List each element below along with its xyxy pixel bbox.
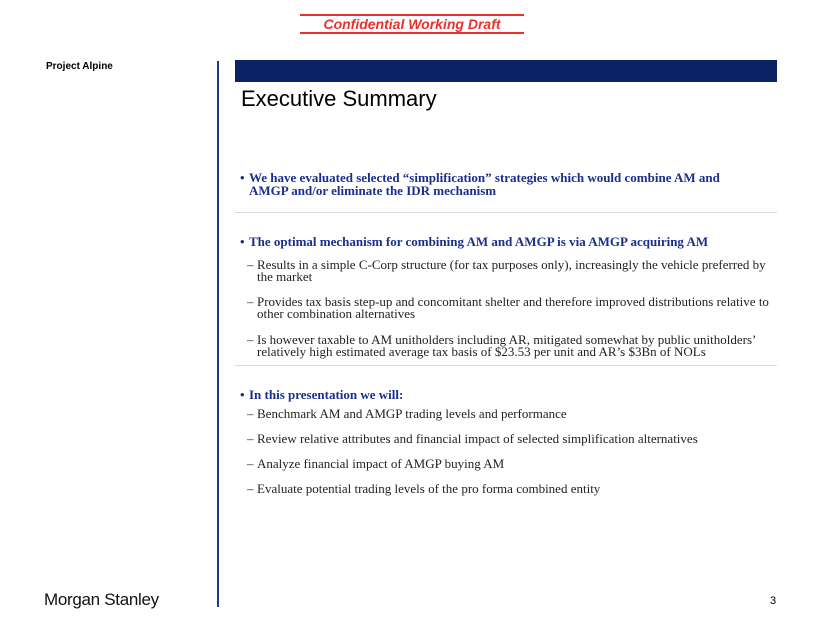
sub-bullet-text: Is however taxable to AM unitholders including AR, mitigated somewhat by public unitholders’ relatively high estimated average tax basis of $23.53 per unit and AR’s $3Bn of NOLs — [257, 332, 756, 359]
bullet-item — [240, 388, 760, 401]
project-name: Project Alpine — [46, 61, 113, 72]
sub-bullet-item — [247, 408, 777, 420]
dash-marker: – — [247, 456, 254, 471]
bullet-text: The optimal mechanism for combining AM and AMGP is via AMGP acquiring AM — [249, 234, 709, 249]
bullet-text: In this presentation we will: — [249, 387, 404, 402]
section-divider — [235, 212, 777, 213]
sub-bullet-item — [247, 458, 777, 470]
title-bar — [235, 60, 777, 82]
sub-bullet-text: Review relative attributes and financial impact of selected simplification alternatives — [257, 431, 698, 446]
dash-marker: – — [247, 294, 254, 309]
sub-bullet-item — [247, 483, 777, 495]
sub-bullet-text: Provides tax basis step-up and concomitant shelter and therefore improved distributions relative to other combination alternatives — [257, 294, 769, 321]
morgan-stanley-logo: Morgan Stanley — [44, 590, 159, 609]
sub-bullet-item — [247, 334, 777, 358]
sub-bullet-item — [247, 296, 777, 320]
sub-bullet-item — [247, 259, 777, 283]
bullet-marker: • — [240, 234, 245, 249]
sub-bullet-text: Evaluate potential trading levels of the pro forma combined entity — [257, 481, 601, 496]
dash-marker: – — [247, 481, 254, 496]
sub-bullet-text: Analyze financial impact of AMGP buying AM — [257, 456, 505, 471]
bullet-marker: • — [240, 170, 245, 185]
section-divider — [235, 365, 777, 366]
bullet-text: We have evaluated selected “simplification” strategies which would combine AM and AMGP and/or eliminate the IDR mechanism — [249, 170, 720, 198]
dash-marker: – — [247, 431, 254, 446]
sub-bullet-text: Benchmark AM and AMGP trading levels and performance — [257, 406, 567, 421]
confidential-banner: Confidential Working Draft — [300, 14, 524, 34]
dash-marker: – — [247, 406, 254, 421]
sub-bullet-text: Results in a simple C-Corp structure (for tax purposes only), increasingly the vehicle preferred by the market — [257, 257, 766, 284]
sub-bullet-item — [247, 433, 777, 445]
bullet-item — [240, 171, 760, 197]
dash-marker: – — [247, 332, 254, 347]
page-title: Executive Summary — [241, 86, 437, 111]
bullet-item — [240, 235, 760, 248]
vertical-divider — [217, 61, 219, 607]
page-number: 3 — [770, 595, 777, 607]
dash-marker: – — [247, 257, 254, 272]
bullet-marker: • — [240, 387, 245, 402]
